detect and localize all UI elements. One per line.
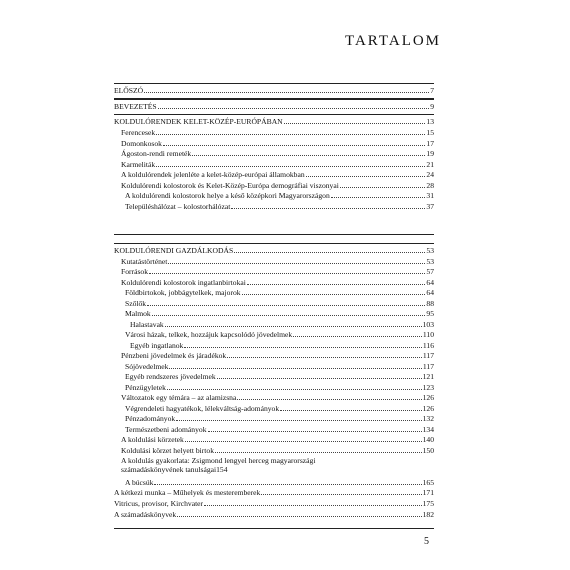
- toc-entry-title: A koldulórendi kolostorok helye a késő középkori Magyarországon: [125, 191, 330, 200]
- toc-entry-title: A koldulás gyakorlata: Zsigmond lengyel herceg magyarországi: [121, 456, 316, 465]
- toc-entry[interactable]: [121, 278, 434, 287]
- toc-entry[interactable]: [114, 510, 434, 519]
- toc-entry-title: Pénzadományok: [125, 414, 176, 423]
- toc-page-number: 126: [422, 393, 434, 402]
- toc-page-number: 9: [430, 102, 434, 111]
- dot-leader: [168, 263, 425, 264]
- toc-entry-title: Koldulórendi kolostorok és Kelet-Közép-Európa demográfiai viszonyai: [121, 181, 339, 190]
- toc-entry[interactable]: [121, 160, 434, 169]
- dot-leader: [237, 399, 421, 400]
- toc-entry[interactable]: [125, 362, 434, 371]
- toc-entry-title: A koldulórendek jelenléte a kelet-közép-európai államokban: [121, 170, 305, 179]
- toc-entry-title: A számadáskönyvek: [114, 510, 177, 519]
- toc-entry-title: ELŐSZÓ: [114, 86, 144, 95]
- toc-entry-title: Koldulórendi kolostorok ingatlanbirtokai: [121, 278, 246, 287]
- dot-leader: [176, 420, 421, 421]
- toc-entry-title: Szőlők: [125, 299, 147, 308]
- toc-entry[interactable]: [121, 170, 434, 179]
- dot-leader: [177, 516, 421, 517]
- toc-entry-title: Halastavak: [130, 320, 164, 329]
- toc-page-number: 165: [422, 478, 434, 487]
- toc-entry-title: Vitricus, provisor, Kirchvater: [114, 499, 204, 508]
- toc-page-number: 24: [426, 170, 434, 179]
- toc-page-number: 134: [422, 425, 434, 434]
- dot-leader: [167, 389, 422, 390]
- toc-page-number: 182: [422, 510, 434, 519]
- dot-leader: [158, 108, 430, 109]
- toc-entry-title: Ágoston-rendi remeték: [121, 149, 192, 158]
- toc-page-number: 117: [422, 362, 434, 371]
- toc-entry-title: Ferencesek: [121, 128, 156, 137]
- toc-page-number: 37: [426, 202, 434, 211]
- toc-entry[interactable]: [125, 372, 434, 381]
- toc-entry-title: A kétkezi munka – Műhelyek és mesteremberek: [114, 488, 261, 497]
- toc-entry[interactable]: [125, 414, 434, 423]
- toc-entry-title: Egyéb rendszeres jövedelmek: [125, 372, 216, 381]
- toc-entry[interactable]: [114, 86, 434, 95]
- dot-leader: [293, 336, 422, 337]
- dot-leader: [215, 452, 422, 453]
- toc-entry-title: Karmeliták: [121, 160, 156, 169]
- toc-page-number: 154: [216, 465, 228, 474]
- dot-leader: [261, 494, 421, 495]
- toc-page-number: 13: [426, 117, 434, 126]
- toc-page-number: 19: [426, 149, 434, 158]
- toc-page-number: 31: [426, 191, 434, 200]
- dot-leader: [280, 410, 421, 411]
- toc-page-number: 15: [426, 128, 434, 137]
- toc-page-number: 150: [422, 446, 434, 455]
- dot-leader: [231, 208, 425, 209]
- dot-leader: [227, 357, 422, 358]
- toc-page-number: 117: [422, 351, 434, 360]
- toc-entry-title: Domonkosok: [121, 139, 162, 148]
- toc-page-number: 57: [426, 267, 434, 276]
- toc-entry[interactable]: [121, 393, 434, 402]
- dot-leader: [234, 252, 425, 253]
- toc-entry-title: Források: [121, 267, 148, 276]
- toc-entry[interactable]: [125, 330, 434, 339]
- toc-page-number: 88: [426, 299, 434, 308]
- toc-page-number: 116: [422, 341, 434, 350]
- dot-leader: [184, 347, 422, 348]
- toc-entry[interactable]: [121, 149, 434, 158]
- toc-entry[interactable]: [125, 425, 434, 434]
- dot-leader: [247, 284, 426, 285]
- dot-leader: [152, 315, 426, 316]
- toc-page-number: 95: [426, 309, 434, 318]
- toc-entry-title: Pénzbeni jövedelmek és járadékok: [121, 351, 227, 360]
- toc-entry[interactable]: [114, 499, 434, 508]
- toc-page-number: 53: [426, 246, 434, 255]
- toc-entry[interactable]: [121, 351, 434, 360]
- dot-leader: [147, 305, 425, 306]
- toc-page-number: 140: [422, 435, 434, 444]
- dot-leader: [306, 176, 426, 177]
- toc-entry-title: Településhálózat – kolostorhálózat: [125, 202, 231, 211]
- dot-leader: [242, 294, 426, 295]
- toc-entry-title: BEVEZETÉS: [114, 102, 157, 111]
- toc-entry-title: Végrendeleti hagyatékok, lélekváltság-adományok: [125, 404, 280, 413]
- toc-entry-title: Pénzügyletek: [125, 383, 166, 392]
- dot-leader: [154, 484, 421, 485]
- toc-entry-title: Természetbeni adományok: [125, 425, 207, 434]
- toc-page-number: 103: [422, 320, 434, 329]
- dot-leader: [149, 273, 425, 274]
- page-number: 5: [424, 536, 429, 547]
- toc-entry-title-continued: számadáskönyvének tanulságai: [121, 465, 217, 474]
- page-title: TARTALOM: [345, 33, 442, 49]
- toc-page-number: 7: [430, 86, 434, 95]
- toc-page-number: 28: [426, 181, 434, 190]
- toc-entry-title: Földbirtokok, jobbágytelkek, majorok: [125, 288, 241, 297]
- toc-entry-title: Malmok: [125, 309, 151, 318]
- toc-page-number: 64: [426, 288, 434, 297]
- table-of-contents: [114, 0, 434, 570]
- dot-leader: [204, 505, 422, 506]
- toc-page-number: 175: [422, 499, 434, 508]
- toc-entry-title: Koldulási körzet helyett birtok: [121, 446, 215, 455]
- toc-entry[interactable]: [121, 181, 434, 190]
- toc-page-number: 123: [422, 383, 434, 392]
- toc-entry-title: Változatok egy témára – az alamizsna: [121, 393, 237, 402]
- toc-page-number: 171: [422, 488, 434, 497]
- dot-leader: [217, 378, 422, 379]
- toc-page-number: 53: [426, 257, 434, 266]
- toc-entry[interactable]: [121, 257, 434, 266]
- toc-entry-title: Kutatástörténet: [121, 257, 168, 266]
- toc-entry[interactable]: [121, 139, 434, 148]
- toc-entry[interactable]: [130, 320, 434, 329]
- toc-entry[interactable]: [125, 202, 434, 211]
- dot-leader: [156, 166, 425, 167]
- dot-leader: [165, 326, 422, 327]
- toc-page-number: 17: [426, 139, 434, 148]
- toc-entry[interactable]: [114, 102, 434, 111]
- toc-page-number: 110: [422, 330, 434, 339]
- toc-entry[interactable]: [125, 478, 434, 487]
- toc-entry[interactable]: [114, 117, 434, 126]
- dot-leader: [185, 441, 422, 442]
- toc-entry[interactable]: [125, 309, 434, 318]
- dot-leader: [192, 155, 425, 156]
- toc-entry[interactable]: [121, 446, 434, 455]
- toc-page-number: 126: [422, 404, 434, 413]
- toc-entry-title: Városi házak, telkek, hozzájuk kapcsolódó jövedelmek: [125, 330, 293, 339]
- toc-entry[interactable]: [125, 288, 434, 297]
- dot-leader: [169, 368, 421, 369]
- dot-leader: [144, 92, 429, 93]
- dot-leader: [163, 145, 425, 146]
- toc-entry[interactable]: [121, 435, 434, 444]
- toc-entry[interactable]: [130, 341, 434, 350]
- toc-entry[interactable]: [125, 404, 434, 413]
- toc-page-number: 132: [422, 414, 434, 423]
- toc-entry-title: KOLDULÓRENDI GAZDÁLKODÁS: [114, 246, 234, 255]
- toc-entry[interactable]: [125, 383, 434, 392]
- toc-entry-title: Egyéb ingatlanok: [130, 341, 184, 350]
- toc-entry[interactable]: [114, 246, 434, 255]
- toc-entry[interactable]: [121, 128, 434, 137]
- toc-entry-title: Sójövedelmek: [125, 362, 169, 371]
- toc-page-number: 121: [422, 372, 434, 381]
- toc-entry[interactable]: [125, 191, 434, 200]
- dot-leader: [331, 197, 426, 198]
- toc-entry[interactable]: [125, 299, 434, 308]
- dot-leader: [156, 134, 425, 135]
- toc-entry-title: A koldulási körzetek: [121, 435, 184, 444]
- dot-leader: [284, 123, 426, 124]
- toc-page-number: 64: [426, 278, 434, 287]
- toc-page-number: 21: [426, 160, 434, 169]
- toc-entry[interactable]: [121, 456, 434, 474]
- dot-leader: [340, 187, 426, 188]
- toc-entry-title: A búcsúk: [125, 478, 154, 487]
- dot-leader: [208, 431, 422, 432]
- toc-entry[interactable]: [114, 488, 434, 497]
- toc-entry-title: KOLDULÓRENDEK KELET-KÖZÉP-EURÓPÁBAN: [114, 117, 283, 126]
- toc-entry[interactable]: [121, 267, 434, 276]
